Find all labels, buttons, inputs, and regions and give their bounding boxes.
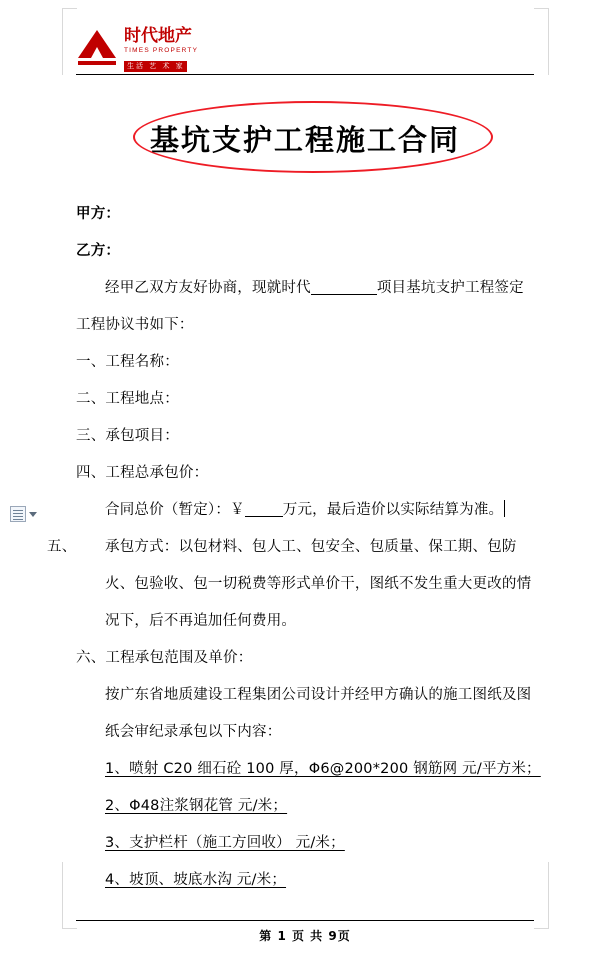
paragraph-party-a: 甲方： [76, 206, 121, 222]
clause-1 [76, 344, 540, 381]
clause-5 [47, 529, 540, 640]
clause-2-text: 工程地点： [105, 391, 179, 407]
page-title: 基坑支护工程施工合同 [149, 123, 460, 157]
paragraph-preamble-1 [76, 270, 540, 307]
contract-total-pre-text: 合同总价（暂定）：￥ [105, 502, 245, 518]
clause-6 [76, 640, 540, 677]
paragraph-party-b: 乙方： [76, 243, 121, 259]
clause-5-text: 承包方式：以包材料、包人工、包安全、包质量、保工期、包防火、包验收、包一切税费等形式单价干，图纸不发生重大更改的情况下，后不再追加任何费用。 [105, 539, 532, 629]
scope-item-1 [76, 751, 540, 788]
scope-item-3 [76, 825, 540, 862]
clause-1-number: 一、 [76, 354, 106, 370]
scope-item-3-text: 3、支护栏杆（施工方回收） 元/米； [105, 835, 345, 851]
logo-wordmark [124, 26, 222, 73]
clause-5-number: 五、 [47, 539, 77, 555]
clause-2 [76, 381, 540, 418]
logo-text-en: TIMES PROPERTY [124, 47, 199, 54]
chevron-down-icon[interactable] [29, 512, 37, 517]
clause-4-number: 四、 [76, 465, 106, 481]
object-anchor-icon[interactable] [10, 506, 38, 524]
contract-total-post-text: 万元，最后造价以实际结算为准。 [282, 502, 504, 518]
scope-item-2-text: 2、Φ48注浆钢花管 元/米； [105, 798, 288, 814]
scope-item-4 [76, 862, 540, 899]
clause-4 [76, 455, 540, 492]
clause-2-number: 二、 [76, 391, 106, 407]
margin-guide-top-right [534, 8, 549, 75]
clause-4-text: 工程总承包价： [105, 465, 209, 481]
clause-6-number: 六、 [76, 650, 106, 666]
times-property-logo-icon [76, 28, 120, 68]
clause-3-number: 三、 [76, 428, 106, 444]
clause-3 [76, 418, 540, 455]
clause-1-text: 工程名称： [105, 354, 179, 370]
document-header [76, 26, 534, 75]
title-block [76, 100, 534, 176]
preamble-post-text: 项目基坑支护工程签定 [376, 280, 524, 296]
margin-guide-top-left [62, 8, 77, 75]
document-footer [76, 920, 534, 945]
scope-item-4-text: 4、坡顶、坡底水沟 元/米； [105, 872, 287, 888]
preamble-pre-text: 经甲乙双方友好协商，现就时代 [105, 280, 311, 296]
clause-4-detail [76, 492, 540, 529]
scope-item-2 [76, 788, 540, 825]
clause-6-detail: 按广东省地质建设工程集团公司设计并经甲方确认的施工图纸及图纸会审纪录承包以下内容： [105, 687, 532, 740]
clause-6-text: 工程承包范围及单价： [105, 650, 253, 666]
project-name-blank[interactable] [311, 276, 377, 295]
document-body [47, 196, 541, 899]
margin-guide-bottom-left [62, 862, 77, 929]
clause-3-text: 承包项目： [105, 428, 179, 444]
logo-text-cn: 时代地产 [124, 26, 192, 46]
logo-slogan: 生活 艺 术 家 [124, 61, 187, 72]
company-logo [76, 26, 222, 70]
page-number: 第 1 页 共 9页 [259, 929, 351, 943]
paragraph-preamble-2: 工程协议书如下： [76, 317, 194, 333]
text-cursor [504, 500, 505, 517]
scope-item-1-text: 1、喷射 C20 细石砼 100 厚，Φ6@200*200 钢筋网 元/平方米； [105, 761, 541, 777]
contract-amount-blank[interactable] [245, 498, 283, 517]
object-anchor-glyph [10, 506, 26, 522]
